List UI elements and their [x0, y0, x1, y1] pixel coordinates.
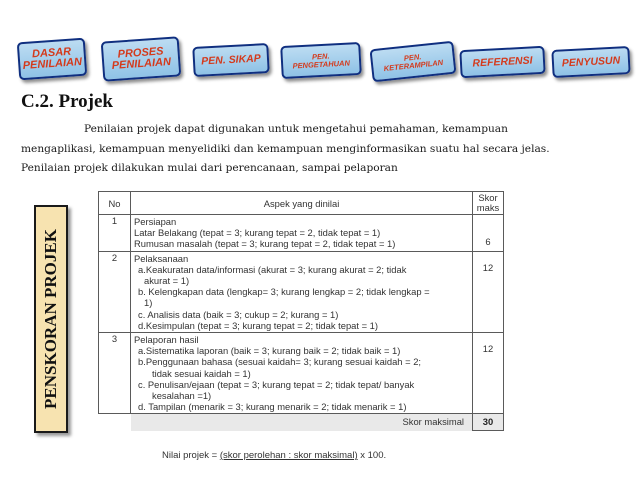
row-score: 12: [473, 333, 504, 414]
section-title: C.2. Projek: [21, 91, 113, 112]
nav-button-label: PEN. SIKAP: [200, 52, 262, 68]
intro-line: mengaplikasi, kemampuan menyelidiki dan kemampuan menginformasikan suatu hal secara jelas.: [21, 142, 550, 155]
intro-paragraph: [21, 120, 633, 179]
total-row: [99, 414, 504, 431]
nav-referensi-button[interactable]: [459, 46, 545, 78]
row-number: 1: [99, 215, 131, 252]
row-number: 2: [99, 251, 131, 332]
aspect-line: b.Penggunaan bahasa (sesuai kaidah= 3; kurang sesuai kaidah = 2;: [138, 356, 422, 368]
side-label-box: [34, 205, 68, 433]
row-aspect: [131, 333, 473, 414]
nav-pen-pengetahuan-button[interactable]: [280, 42, 362, 79]
row-aspect: [131, 251, 473, 332]
rubric-table: [98, 191, 504, 431]
nav-button-label: REFERENSI: [472, 54, 533, 70]
nav-pen-sikap-button[interactable]: [192, 43, 269, 77]
nav-button-label: PEN. PENGETAHUAN: [292, 51, 351, 70]
aspect-line: Pelaksanaan: [134, 252, 189, 264]
nav-dasar-penilaian-button[interactable]: [17, 38, 87, 81]
nav-button-label: PEN. KETERAMPILAN: [383, 51, 444, 73]
nav-button-label: PENYUSUN: [561, 54, 621, 70]
top-banner: [0, 0, 638, 88]
row-score: 12: [473, 251, 504, 332]
side-label-text: PENSKORAN PROJEK: [41, 229, 60, 409]
aspect-line: 1): [144, 297, 153, 309]
aspect-line: d.Kesimpulan (tepat = 3; kurang tepat = 2; tidak tepat = 1): [138, 319, 378, 331]
table-row: [99, 215, 504, 252]
total-value: 30: [473, 414, 504, 431]
header-score: Skor maks: [473, 192, 504, 215]
nav-button-label: DASAR PENILAIAN: [22, 45, 83, 73]
row-score: 6: [473, 215, 504, 252]
row-aspect: [131, 215, 473, 252]
aspect-line: c. Penulisan/ejaan (tepat = 3; kurang tepat = 2; tidak tepat/ banyak: [138, 378, 415, 390]
aspect-line: a.Sistematika laporan (baik = 3; kurang baik = 2; tidak baik = 1): [138, 345, 401, 357]
header-aspect: Aspek yang dinilai: [131, 192, 473, 215]
formula-suffix: x 100.: [357, 450, 387, 461]
intro-line: Penilaian projek dilakukan mulai dari perencanaan, sampai pelaporan: [21, 162, 398, 174]
aspect-line: tidak sesuai kaidah = 1): [152, 367, 251, 379]
nav-pen-keterampilan-button[interactable]: [370, 41, 457, 83]
main-nav: [0, 0, 638, 88]
aspect-line: b. Kelengkapan data (lengkap= 3; kurang lengkap = 2; tidak lengkap =: [138, 286, 430, 298]
nav-penyusun-button[interactable]: [551, 46, 630, 78]
table-row: [99, 251, 504, 332]
aspect-line: a.Keakuratan data/informasi (akurat = 3; kurang akurat = 2; tidak: [138, 263, 407, 275]
aspect-line: d. Tampilan (menarik = 3; kurang menarik = 2; tidak menarik = 1): [138, 401, 407, 413]
header-no: No: [99, 192, 131, 215]
nav-button-label: PROSES PENILAIAN: [111, 45, 172, 73]
aspect-line: akurat = 1): [144, 275, 190, 287]
aspect-line: Pelaporan hasil: [134, 334, 199, 346]
row-number: 3: [99, 333, 131, 414]
total-spacer: [99, 414, 131, 431]
formula-underlined: (skor perolehan : skor maksimal): [219, 450, 358, 461]
score-formula: [162, 450, 386, 461]
aspect-line: Rumusan masalah (tepat = 3; kurang tepat = 2, tidak tepat = 1): [134, 238, 396, 250]
aspect-line: c. Analisis data (baik = 3; cukup = 2; kurang = 1): [138, 308, 339, 320]
intro-line: Penilaian projek dapat digunakan untuk mengetahui pemahaman, kemampuan: [84, 123, 508, 135]
table-header-row: [99, 192, 504, 215]
table-row: [99, 333, 504, 414]
formula-prefix: Nilai projek =: [162, 450, 220, 461]
total-label: Skor maksimal: [131, 414, 473, 431]
nav-proses-penilaian-button[interactable]: [101, 36, 182, 81]
aspect-line: Persiapan: [134, 216, 177, 227]
aspect-line: kesalahan =1): [152, 390, 212, 402]
aspect-line: Latar Belakang (tepat = 3; kurang tepat = 2, tidak tepat = 1): [134, 227, 381, 239]
